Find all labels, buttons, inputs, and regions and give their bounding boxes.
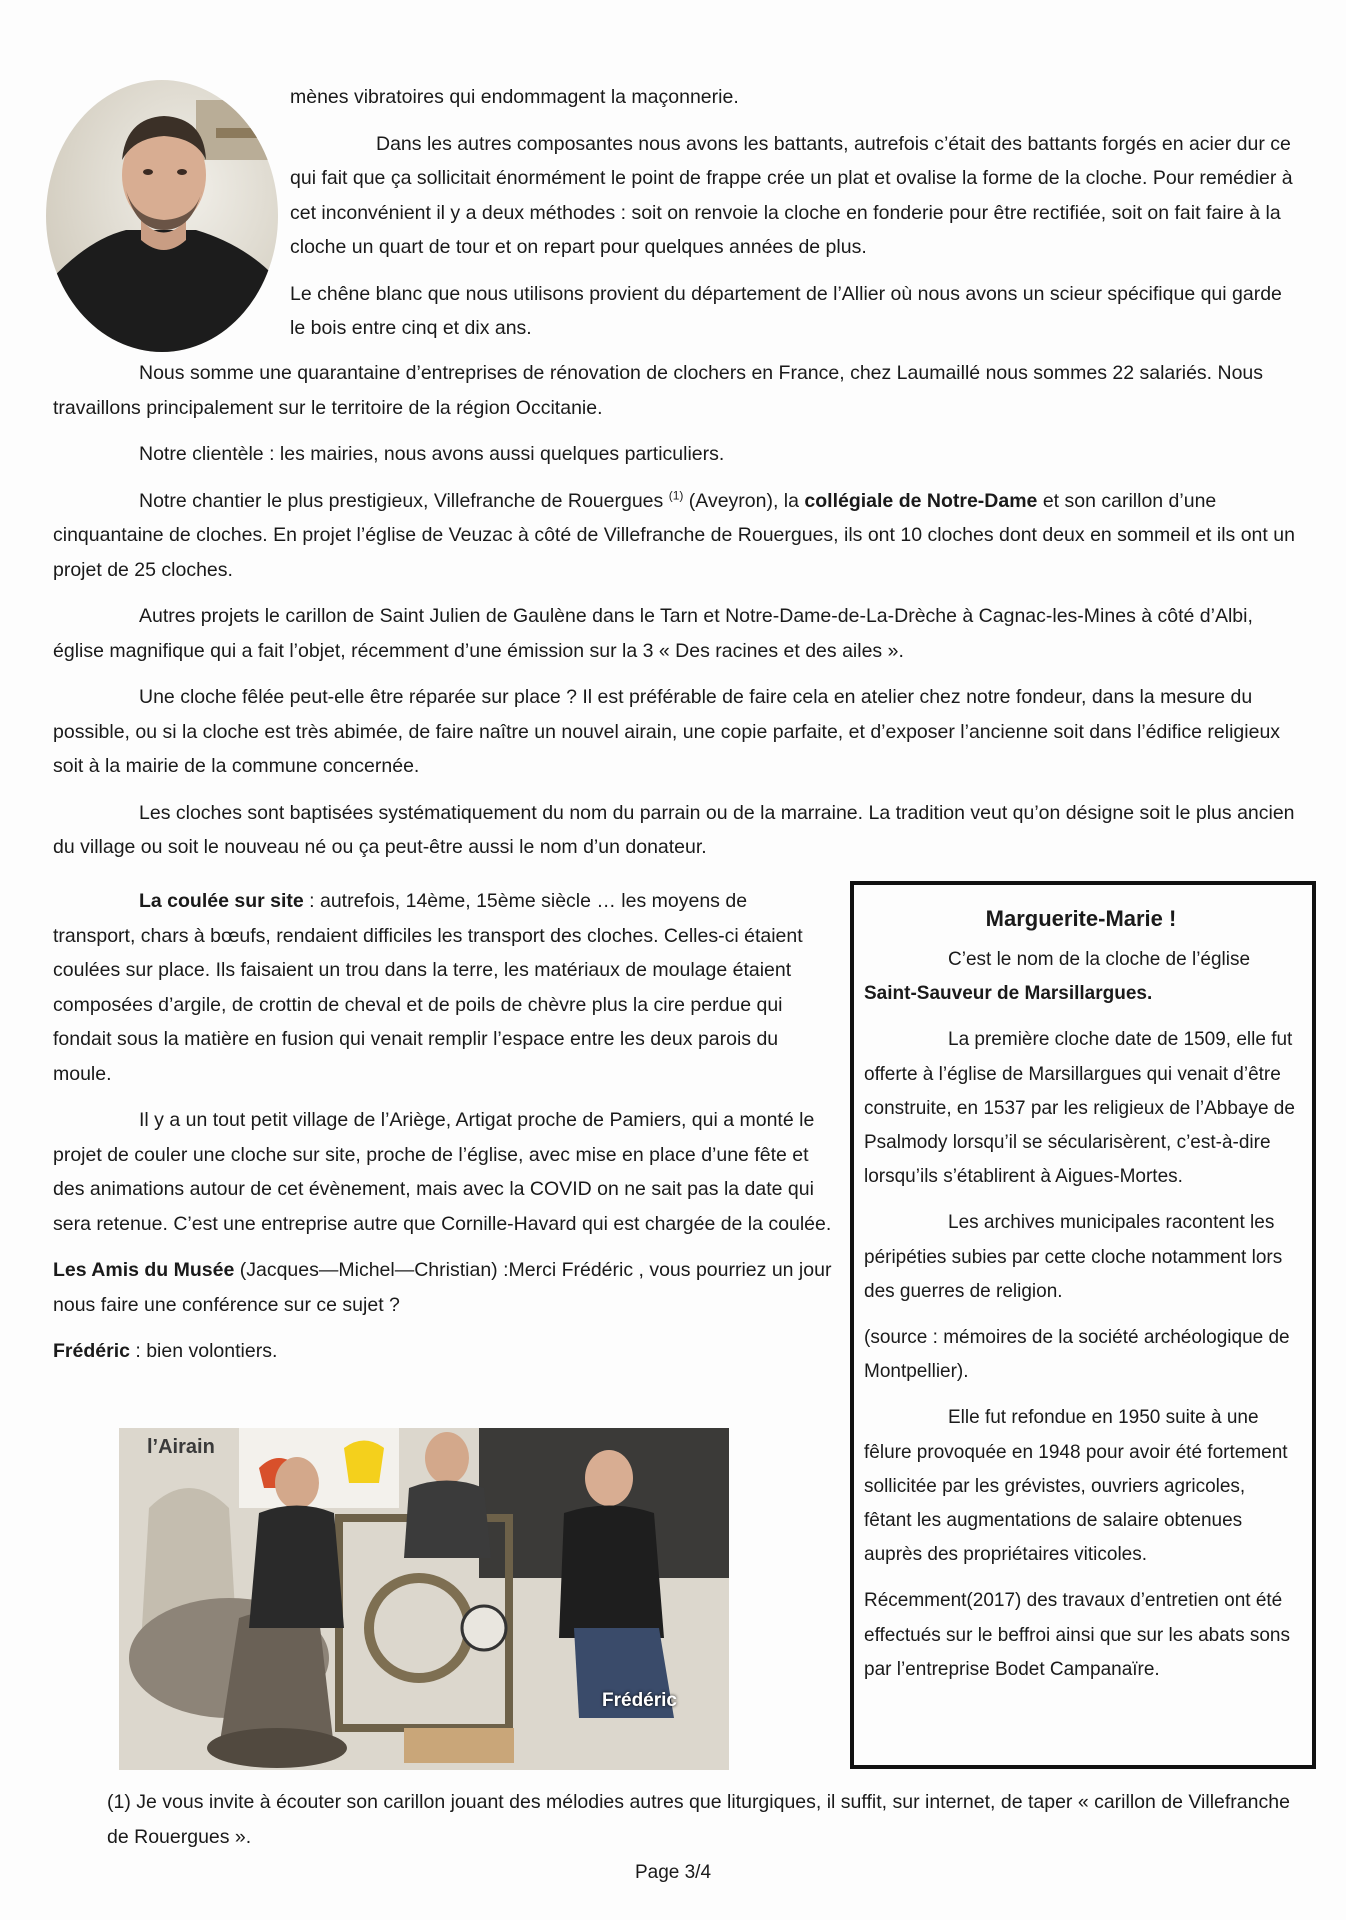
p6-text-c: et son carillon d’une cinquantaine de cloches. En projet l’église de Veuzac à côté de Villefranche de Rouergues, ils ont 10 cloches dont deux en sommeil et ils ont un projet de 25 cloches. [53, 489, 1295, 581]
photo-label-airain: l’Airain [147, 1436, 215, 1458]
footnote-ref: (1) [668, 488, 684, 502]
body-section [53, 356, 1303, 865]
sidebox-paragraph-4: (source : mémoires de la société archéologique de Montpellier). [864, 1327, 1290, 1383]
paragraph-5: Notre clientèle : les mairies, nous avons aussi quelques particuliers. [139, 443, 725, 465]
sidebox-paragraph-6: Récemment(2017) des travaux d’entretien ont été effectués sur le beffroi ainsi que sur les abats sons par l’entreprise Bodet Campanaïre. [864, 1590, 1290, 1680]
workshop-illustration [119, 1428, 729, 1770]
sidebox-paragraph-2: La première cloche date de 1509, elle fut offerte à l’église de Marsillargues qui venait d’être construite, en 1537 par les religieux de l’Abbaye de Psalmody lorsqu’il se sécularisèrent, c’est-à-dire lorsqu’ils s’établirent à Aigues-Mortes. [864, 1029, 1295, 1188]
portrait-photo [46, 80, 278, 352]
paragraph-4: Nous somme une quarantaine d’entreprises de rénovation de clochers en France, chez Laumaillé nous sommes 22 salariés. Nous travaillons principalement sur le territoire de la région Occitanie. [53, 362, 1264, 419]
workshop-photo [119, 1428, 729, 1770]
paragraph-9: Les cloches sont baptisées systématiquement du nom du parrain ou de la marraine. La tradition veut qu’on désigne soit le plus ancien du village ou soit le nouveau né ou ça peut-être aussi le nom d’un donateur. [53, 801, 1295, 858]
paragraph-3: Le chêne blanc que nous utilisons provient du département de l’Allier où nous avons un scieur spécifique qui garde le bois entre cinq et dix ans. [290, 282, 1282, 339]
sidebox-p1-bold: Saint-Sauveur de Marsillargues. [864, 983, 1153, 1005]
sidebar-box [850, 881, 1316, 1769]
p13-text: : bien volontiers. [129, 1340, 278, 1362]
p6-text-a: Notre chantier le plus prestigieux, Villefranche de Rouergues [139, 489, 669, 512]
portrait-illustration [46, 80, 278, 352]
p13-bold: Frédéric [53, 1340, 130, 1362]
intro-section [290, 80, 1302, 346]
p12-bold: Les Amis du Musée [53, 1259, 235, 1281]
p10-text: : autrefois, 14ème, 15ème siècle … les moyens de transport, chars à bœufs, rendaient difficiles les transport des cloches. Celles-ci étaient coulées sur place. Ils faisaient un trou dans la terre, les matériaux de moulage étaient composées d’argile, de crottin de cheval et de poils de chèvre plus la cire perdue qui fondait sous la matière en fusion qui venait remplir l’espace entre les deux parois du moule. [53, 890, 803, 1085]
sidebox-p1-text: C’est le nom de la cloche de l’église [948, 949, 1251, 970]
paragraph-13 [53, 1334, 833, 1369]
paragraph-7: Autres projets le carillon de Saint Julien de Gaulène dans le Tarn et Notre-Dame-de-La-Drèche à Cagnac-les-Mines à côté d’Albi, église magnifique qui a fait l’objet, récemment d’une émission sur la 3 « Des racines et des ailes ». [53, 605, 1253, 662]
p10-bold: La coulée sur site [139, 890, 304, 912]
sidebox-paragraph-3: Les archives municipales racontent les péripéties subies par cette cloche notamment lors des guerres de religion. [864, 1212, 1283, 1302]
sidebox-title: Marguerite-Marie ! [985, 906, 1177, 931]
page-number: Page 3/4 [634, 1862, 712, 1883]
left-column [53, 884, 833, 1369]
sidebox-paragraph-5: Elle fut refondue en 1950 suite à une fêlure provoquée en 1948 pour avoir été fortement sollicitée par les grévistes, ouvriers agricoles, fêtant les augmentations de salaire obtenues auprès des propriétaires viticoles. [864, 1407, 1288, 1566]
sidebox-paragraph-1 [864, 943, 1298, 1011]
paragraph-12 [53, 1253, 833, 1322]
footnote: (1) Je vous invite à écouter son carillon jouant des mélodies autres que liturgiques, il suffit, sur internet, de taper « carillon de Villefranche de Rouergues ». [107, 1791, 1290, 1848]
p12-text: (Jacques—Michel—Christian) :Merci Frédéric , vous pourriez un jour nous faire une conférence sur ce sujet ? [53, 1259, 832, 1316]
paragraph-6 [53, 484, 1303, 588]
photo-caption-frederic: Frédéric [602, 1690, 677, 1711]
paragraph-10 [53, 884, 833, 1091]
paragraph-8: Une cloche fêlée peut-elle être réparée sur place ? Il est préférable de faire cela en atelier chez notre fondeur, dans la mesure du possible, ou si la cloche est très abimée, de faire naître un nouvel airain, une copie parfaite, et d’exposer l’ancienne soit dans l’édifice religieux soit à la mairie de la commune concernée. [53, 686, 1281, 777]
p6-bold: collégiale de Notre-Dame [804, 489, 1038, 512]
paragraph-11: Il y a un tout petit village de l’Ariège, Artigat proche de Pamiers, qui a monté le projet de couler une cloche sur site, proche de l’église, avec mise en place d’une fête et des animations autour de cet évènement, mais avec la COVID on ne sait pas la date qui sera retenue. C’est une entreprise autre que Cornille-Havard qui est chargée de la coulée. [53, 1109, 832, 1235]
paragraph-1: mènes vibratoires qui endommagent la maçonnerie. [290, 86, 739, 108]
paragraph-2: Dans les autres composantes nous avons les battants, autrefois c’était des battants forgés en acier dur ce qui fait que ça sollicitait énormément le point de frappe crée un plat et ovalise la forme de la cloche. Pour remédier à cet inconvénient il y a deux méthodes : soit on renvoie la cloche en fonderie pour être rectifiée, soit on fait faire à la cloche un quart de tour et on repart pour quelques années de plus. [290, 132, 1293, 258]
p6-text-b: (Aveyron), la [683, 489, 805, 512]
